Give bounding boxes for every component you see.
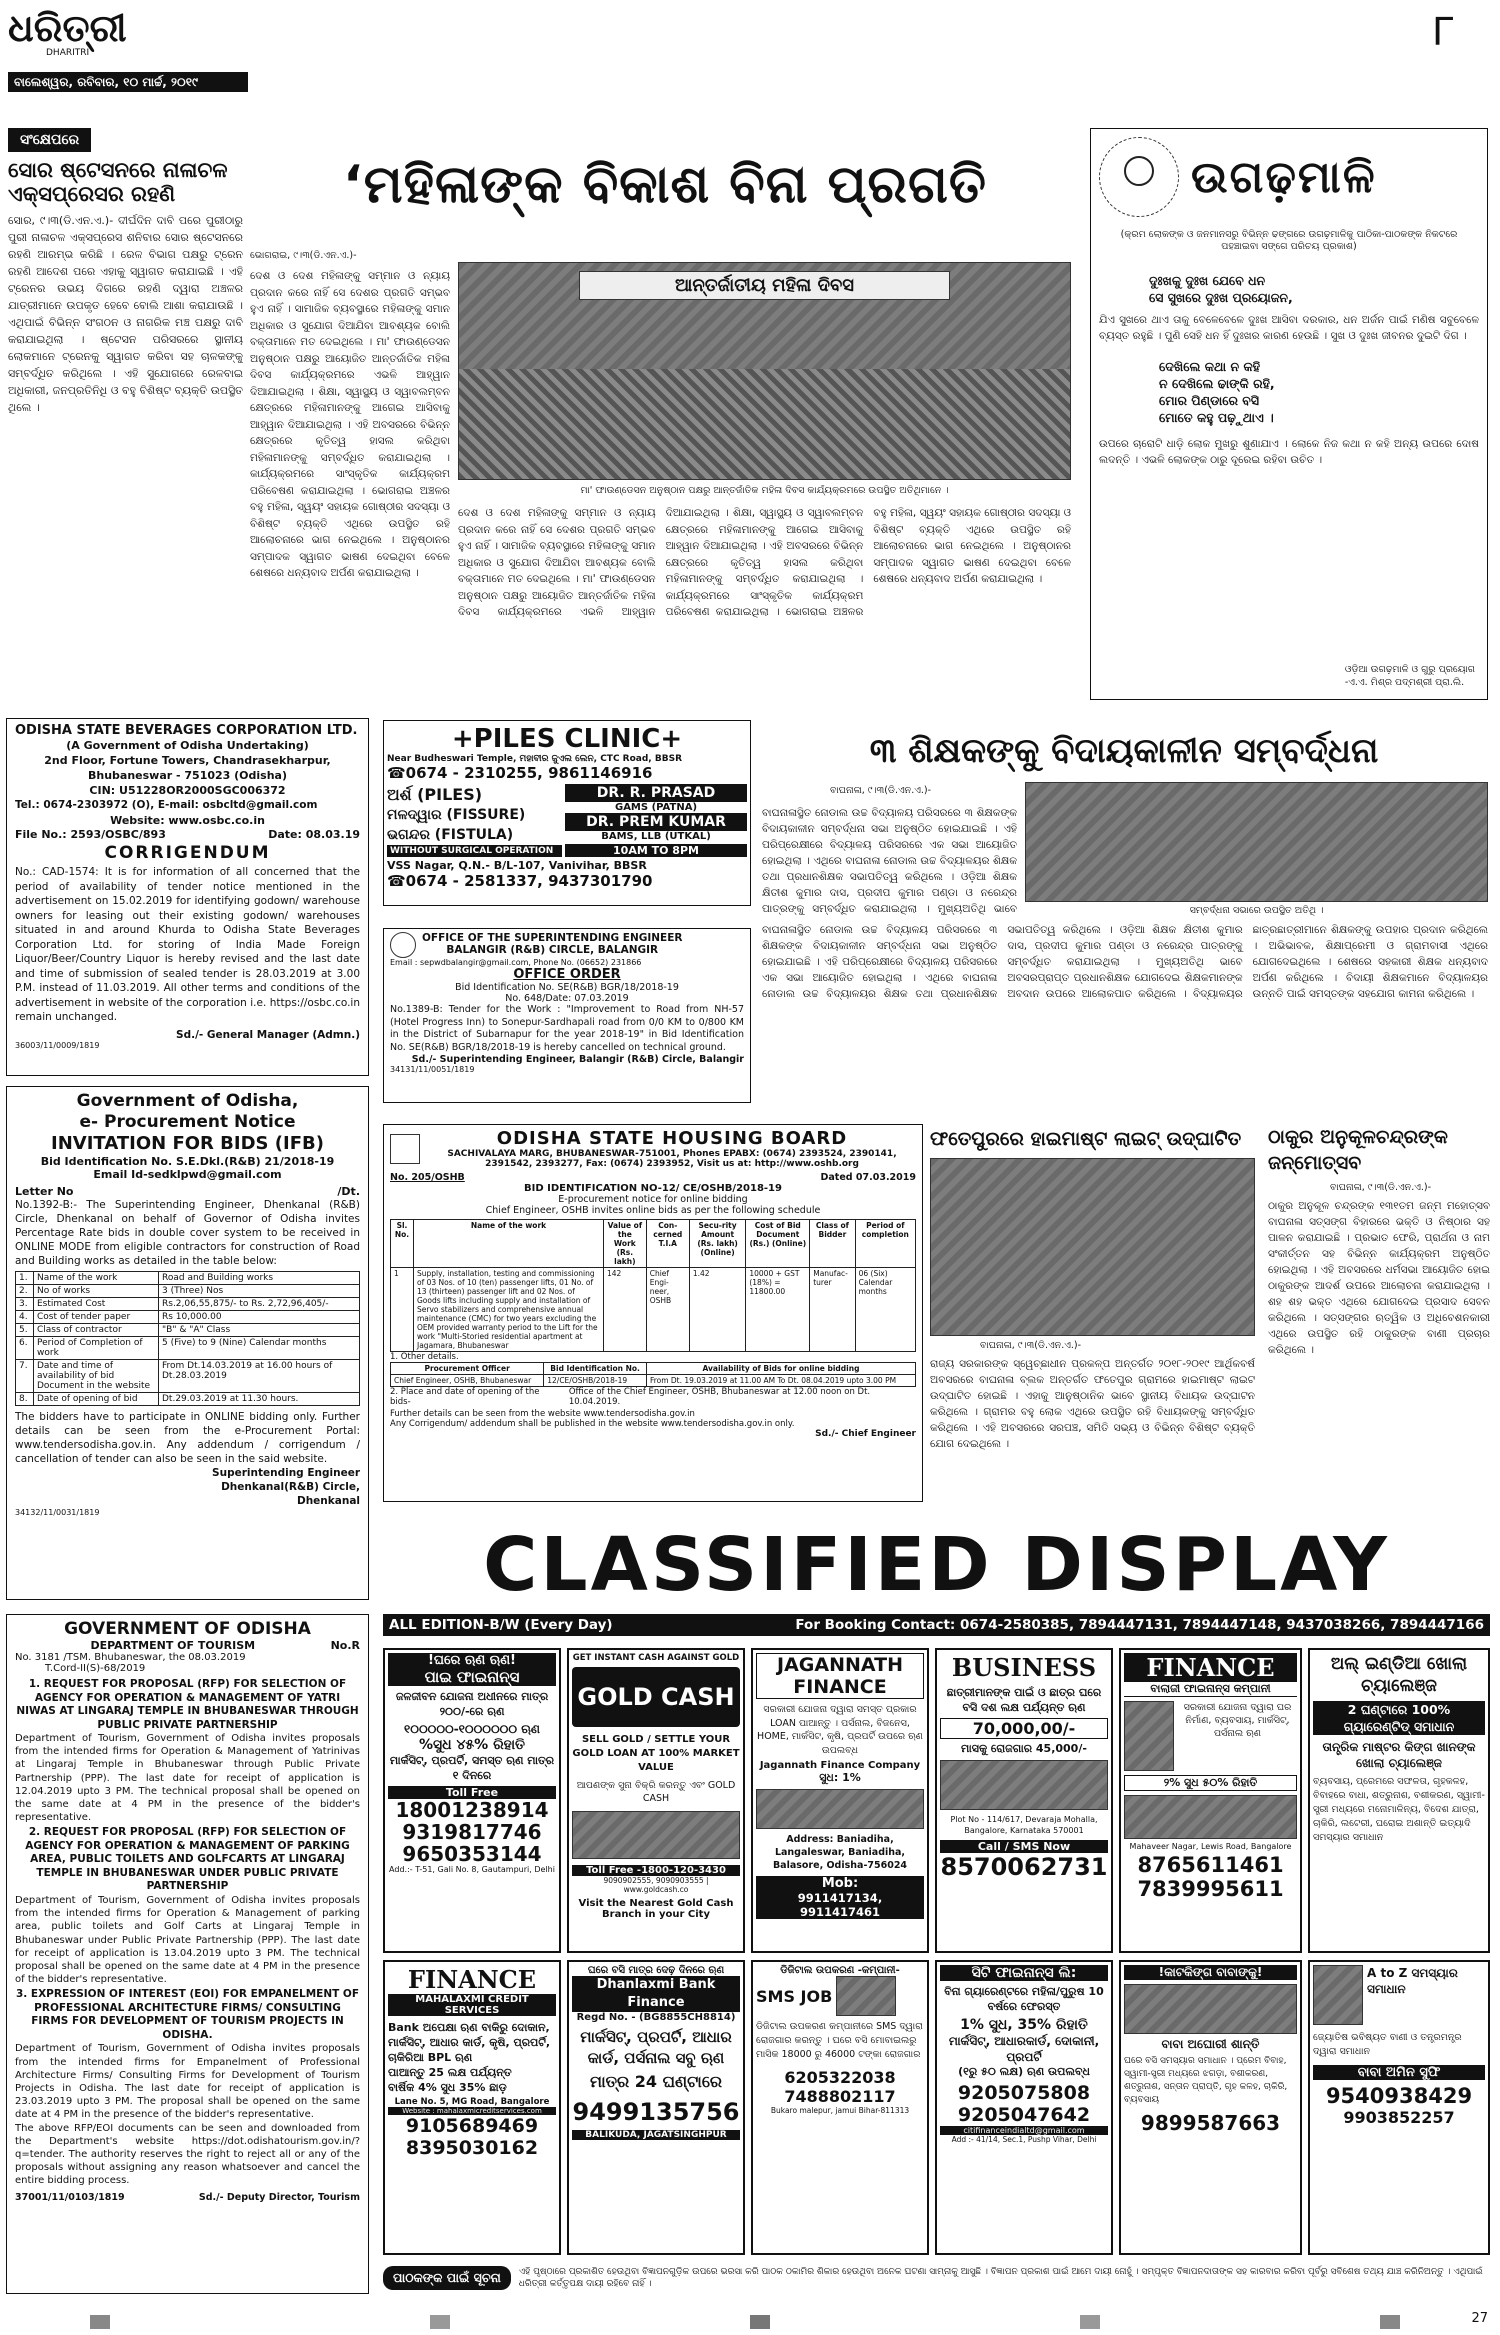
teachers-headline: ୩ ଶିକ୍ଷକଙ୍କୁ ବିଦାୟକାଳୀନ ସମ୍ବର୍ଦ୍ଧନା bbox=[869, 731, 1379, 771]
mob-label: Mob: bbox=[756, 1876, 924, 1891]
notice-subtitle: e- Procurement Notice bbox=[79, 1112, 296, 1132]
notice-contact: Tel.: 0674-2303972 (O), E-mail: osbcltd@gmail.com bbox=[15, 799, 318, 811]
ad-text-2: ମାର୍କସିଟ୍, ପ୍ରପର୍ଟି, ସମସ୍ତ ଋଣ ମାତ୍ର ୧ ଦିନରେ bbox=[389, 1754, 555, 1782]
ad-phone[interactable]: 9903852257 bbox=[1343, 2108, 1455, 2127]
highmast-photo bbox=[930, 1158, 1255, 1336]
ad-text-2: ପାଆନ୍ତୁ 25 ଲକ୍ଷ ପର୍ଯ୍ୟନ୍ତ bbox=[388, 2066, 512, 2079]
table-header: Secu-rity Amount (Rs. lakh) (Online) bbox=[689, 1220, 746, 1268]
notice-signature: Superintending Engineer Dhenkanal(R&B) Circle, Dhenkanal bbox=[212, 1467, 360, 1507]
table-cell: Class of contractor bbox=[34, 1324, 159, 1337]
table-cell: 3 (Three) Nos bbox=[159, 1285, 360, 1298]
ad-amount: 70,000,00/- bbox=[940, 1718, 1108, 1739]
table-cell: Chief Engineer, OSHB, Bhubaneswar bbox=[391, 1375, 544, 1387]
table-cell: 1.42 bbox=[689, 1268, 746, 1352]
ad-text: 2 ଘଣ୍ଟାରେ 100% ଗ୍ୟାରେଣ୍ଟିଡ୍ ସମାଧାନ bbox=[1313, 1701, 1485, 1735]
table-cell: 2. bbox=[16, 1285, 34, 1298]
table-cell: 1 bbox=[391, 1268, 414, 1352]
bid-id: Bid Identification No. S.E.Dkl.(R&B) 21/2018-19 bbox=[40, 1155, 335, 1168]
ad-text: ଡିଜିଟାଲ ଉପକରଣ କମ୍ପାନୀରେ SMS ଦ୍ୱାରା ରୋଜଗାର କରନ୍ତୁ । ଘରେ ବସି ମୋବାଇଲରୁ ମାସିକ 18000 ରୁ 46000 ଟଙ୍କା ରୋଜଗାର bbox=[756, 2021, 923, 2060]
table-cell: Road and Building works bbox=[159, 1272, 360, 1285]
notice-title: ODISHA STATE HOUSING BOARD bbox=[496, 1128, 848, 1149]
emblem-icon bbox=[390, 932, 416, 958]
reader-notice-text: ଏହି ପୃଷ୍ଠାରେ ପ୍ରକାଶିତ ହେଉଥିବା ବିଜ୍ଞାପନଗୁଡ଼ିକ ଉପରେ ଭରସା କରି ପାଠକ ଠକାମିର ଶିକାର ହେଉଥିବା ଅନେକ ଘଟଣା ସାମ୍ନାକୁ ଆସୁଛି । ବିଜ୍ଞାପନ ପ୍ରକାଶ ପାଇଁ ଆମେ ଦାୟୀ ନୋହୁଁ । ସମ୍ପୃକ୍ତ ବିଜ୍ଞାପନଦାତାଙ୍କ ସହ କାରବାର କରିବା ପୂର୍ବରୁ ସବିଶେଷ ତଥ୍ୟ ଯାଞ୍ଚ କରିନିଅନ୍ତୁ । ଏଥିପାଇଁ ଧରିତ୍ରୀ କର୍ତ୍ତୃପକ୍ଷ ଦାୟୀ ରହିବେ ନାହିଁ । bbox=[518, 2267, 1483, 2289]
piles-clinic-ad bbox=[383, 720, 751, 906]
classified-title: CLASSIFIED DISPLAY bbox=[483, 1522, 1390, 1608]
notice-heading: OFFICE ORDER bbox=[513, 967, 621, 982]
edition-label: ALL EDITION-B/W (Every Day) bbox=[389, 1617, 613, 1633]
ad-phone[interactable]: 9319817746 bbox=[402, 1820, 542, 1844]
ad-name: BUSINESS bbox=[951, 1653, 1097, 1682]
ad-address: Mahaveer Nagar, Lewis Road, Bangalore bbox=[1129, 1842, 1292, 1851]
bid-opening-label: 2. Place and date of opening of the bids- bbox=[390, 1387, 540, 1407]
table-cell: Cost of tender paper bbox=[34, 1311, 159, 1324]
page-footer bbox=[0, 2305, 1500, 2335]
ad-head: GET INSTANT CASH AGAINST GOLD bbox=[572, 1653, 740, 1663]
toll-free-label[interactable]: Toll Free -1800-120-3430 bbox=[572, 1865, 740, 1876]
bid-table-row bbox=[16, 1393, 360, 1406]
ad-text-3: ବ୍ୟବସାୟ, ପ୍ରେମରେ ସଫଳତା, ଗୃହକଳହ, ବିବାହରେ ବାଧା, ଶତ୍ରୁନାଶ, ବଶୀକରଣ, ସ୍ୱାମୀ-ସ୍ତ୍ରୀ ମଧ୍ୟରେ ମନୋମାଳିନ୍ୟ, ବିଦେଶ ଯାତ୍ରା, ଚାକିରି, ଲଟେରୀ, ଘରୋଇ ଅଶାନ୍ତି ଇତ୍ୟାଦି ସମସ୍ୟାର ସମାଧାନ bbox=[1313, 1776, 1485, 1843]
lead-photo bbox=[458, 262, 1071, 480]
table-cell: 5 (Five) to 9 (Nine) Calendar months bbox=[159, 1337, 360, 1360]
ad-phone[interactable]: 6205322038 bbox=[784, 2068, 896, 2087]
ad-phone[interactable]: 8395030162 bbox=[405, 2137, 539, 2159]
bid-id: Bid Identification No. SE(R&B) BGR/18/2018-19 bbox=[455, 982, 679, 993]
ad-name: ବାବା ଅଘୋରୀ ଶାନ୍ତି bbox=[1161, 2037, 1260, 2051]
oshb-logo-icon bbox=[390, 1134, 420, 1164]
classified-ad-balaji bbox=[1119, 1648, 1302, 1953]
ad-name: GOLD CASH bbox=[572, 1667, 740, 1727]
corner-mark: Γ bbox=[1432, 12, 1454, 52]
oshb-table bbox=[390, 1219, 916, 1352]
classified-ad-city-finance bbox=[935, 1960, 1113, 2255]
notice-date: Dated 07.03.2019 bbox=[820, 1172, 916, 1183]
classified-ad-khola-challenge bbox=[1308, 1648, 1490, 1953]
notice-subtitle: (A Government of Odisha Undertaking) bbox=[66, 739, 309, 752]
notice-address-2: 2391542, 2393277, Fax: (0674) 2393952, Visit us at: http://www.oshb.org bbox=[485, 1159, 859, 1169]
classified-ad-pai-finance bbox=[383, 1648, 561, 1953]
ad-text-2: ମାସକୁ ରୋଜଗାର 45,000/- bbox=[961, 1742, 1087, 1755]
ad-image bbox=[1313, 1965, 1363, 2025]
ad-name: ବାବା ଅମିନ ସୁଫି bbox=[1313, 2065, 1485, 2080]
logo-subtitle: DHARITRI bbox=[46, 48, 90, 58]
anukul-headline: ଠାକୁର ଅନୁକୂଳଚନ୍ଦ୍ରଙ୍କ ଜନ୍ମୋତ୍ସବ bbox=[1268, 1126, 1448, 1174]
ad-phone-2[interactable]: ☎0674 - 2581337, 9437301790 bbox=[387, 872, 653, 890]
rfp-body-1: Department of Tourism, Government of Odisha invites proposals from the intended firms for Operation & Management of Yatrinivas at Lingaraj Temple in Bhubaneswar through Public Private Partnership (PPP). The last date for receipt of application is 12.04.2019 upto 3 PM. The technical proposal shall be opened on the same date at 4 PM in the presence of the bidder's representative. bbox=[15, 1733, 360, 1824]
notice-address: SACHIVALAYA MARG, BHUBANESWAR-751001, Phones EPABX: (0674) 2393524, 2390141, bbox=[447, 1149, 897, 1159]
ad-text-2: Jagannath Finance Company bbox=[759, 1760, 921, 1771]
ad-amount: ୧୦୦୦୦୦-୧୦୦୦୦୦୦ ଋଣ bbox=[404, 1722, 540, 1736]
section-tag: ସଂକ୍ଷେପରେ bbox=[8, 128, 91, 152]
table-cell: No of works bbox=[34, 1285, 159, 1298]
notice-address-2: Bhubaneswar - 751023 (Odisha) bbox=[87, 769, 288, 782]
page-number: 27 bbox=[1471, 2311, 1488, 2326]
ad-subtitle: MAHALAXMI CREDIT SERVICES bbox=[388, 1994, 556, 2016]
teachers-dateline: ବାଘନାଳା, ୯।୩(ଡି.ଏନ.ଏ.)- bbox=[830, 785, 932, 796]
clinic-hours: 10AM TO 8PM bbox=[565, 844, 747, 857]
ad-rate: ୨% ସୁଧ ୫୦% ରିହାତି bbox=[1124, 1775, 1297, 1791]
table-cell: Rs.2,06,55,875/- to Rs. 2,72,96,405/- bbox=[159, 1298, 360, 1311]
ad-address: Lane No. 5, MG Road, Bangalore bbox=[394, 2097, 550, 2107]
table-header: Bid Identification No. bbox=[544, 1363, 647, 1375]
ad-head: !କାଟକିଙ୍ଗ ବାବାଙ୍କୁ! bbox=[1124, 1965, 1297, 1980]
ad-phone[interactable]: 9205047642 bbox=[957, 2104, 1091, 2126]
ad-phone[interactable]: 9499135756 bbox=[572, 2098, 740, 2126]
ad-head: ଡିଜିଟାଲ ଉପକରଣ -କମ୍ପାନୀ- bbox=[780, 1965, 900, 1976]
highmast-headline: ଫତେପୁରରେ ହାଇମାଷ୍ଟ ଲାଇଟ୍ ଉଦ୍‌ଘାଟିତ bbox=[930, 1128, 1242, 1150]
column-para-1: ଯିଏ ସୁଖରେ ଥାଏ ତାକୁ ବେଳେବେଳେ ଦୁଃଖ ଆସିବା ଦରକାର, ଧନ ଅର୍ଜନ ପାଇଁ ମଣିଷ ସବୁବେଳେ ବ୍ୟସ୍ତ ରହୁଛି । ପୁଣି ସେହି ଧନ ହିଁ ଦୁଃଖର କାରଣ ହେଉଛି । ସୁଖ ଓ ଦୁଃଖ ଜୀବନର ଦୁଇଟି ଦିଗ । bbox=[1099, 313, 1479, 342]
ad-text: SELL GOLD / SETTLE YOUR GOLD LOAN AT 100% MARKET VALUE bbox=[572, 1734, 740, 1773]
table-cell: 142 bbox=[604, 1268, 647, 1352]
ad-address: Near Budheswari Temple, ମହାବୀର ଜୁଏଲ ଲେନ, CTC Road, BBSR bbox=[387, 754, 682, 764]
ad-head: !ଘରେ ଋଣ ଋଣ! bbox=[388, 1653, 556, 1668]
ad-item: ମଳଦ୍ୱାର (FISSURE) bbox=[387, 807, 526, 823]
anukul-dateline: ବାଘନାଳା, ୯।୩(ଡି.ଏନ.ଏ.)- bbox=[1330, 1182, 1432, 1193]
classified-ad-jagannath bbox=[751, 1648, 929, 1953]
highmast-body: ରାଜ୍ୟ ସରକାରଙ୍କ ସ୍ୱେଚ୍ଛାଧୀନ ପ୍ରକଳ୍ପ ଅନ୍ତର୍ଗତ ୨୦୧୮-୨୦୧୯ ଆର୍ଥିକବର୍ଷ ଅବସରରେ ବାଘନାଳା ବ୍ଲକ ଅନ୍ତର୍ଗତ ଫତେପୁର ଗ୍ରାମରେ ହାଇମାଷ୍ଟ ଲାଇଟ ଉଦ୍‌ଘାଟିତ ହୋଇଛି । ଏହାକୁ ଆନୁଷ୍ଠାନିକ ଭାବେ ସ୍ଥାନୀୟ ବିଧାୟକ ଉଦ୍‌ଘାଟନ କରିଥିଲେ । ଗ୍ରାମର ବହୁ ଲୋକ ଏଥିରେ ଉପସ୍ଥିତ ରହି ବିଧାୟକଙ୍କୁ ସମ୍ବର୍ଦ୍ଧିତ କରିଥିଲେ । ଏହି ଅବସରରେ ସରପଞ୍ଚ, ସମିତି ସଭ୍ୟ ଓ ବିଭିନ୍ନ ବିଶିଷ୍ଟ ବ୍ୟକ୍ତି ଯୋଗ ଦେଇଥିଲେ । bbox=[930, 1358, 1255, 1450]
column-intro: (କ୍ରମ ଲୋକଙ୍କ ଓ ଜନମାନସରୁ ବିଭିନ୍ନ ଢଙ୍ଗରେ ଉଗଢ଼ମାଳିକୁ ପାଠିକା-ପାଠକଙ୍କ ନିକଟରେ ପହଞ୍ଚାଇବା ସଙ୍ଗେ ପରିଚୟ ପ୍ରକାଶ) bbox=[1120, 229, 1458, 253]
bid-table-row bbox=[16, 1285, 360, 1298]
column-byline: ଓଡ଼ିଆ ଉଗଢ଼ମାଳି ଓ ଗୁରୁ ପ୍ରୟୋଗ -ଏ.ଏ. ମିଶ୍ର ପଦ୍ମଶ୍ରୀ ପ୍ରା.ଲି. bbox=[1344, 664, 1475, 688]
notice-title: OFFICE OF THE SUPERINTENDING ENGINEER bbox=[422, 932, 683, 944]
table-cell: 12/CE/OSHB/2018-19 bbox=[544, 1375, 647, 1387]
ad-name: FINANCE bbox=[1124, 1653, 1297, 1682]
notice-subtitle-2: Chief Engineer, OSHB invites online bids as per the following schedule bbox=[485, 1205, 821, 1216]
teachers-body: ବାଘନାଳାସ୍ଥିତ ନୋଡାଲ ଉଚ୍ଚ ବିଦ୍ୟାଳୟ ପରିସରରେ ୩ ଶିକ୍ଷକଙ୍କ ବିଦାୟକାଳୀନ ସମ୍ବର୍ଦ୍ଧନା ସଭା ଅନୁଷ୍ଠିତ ହୋଇଯାଇଛି । ଏହି ପରିପ୍ରେକ୍ଷୀରେ ବିଦ୍ୟାଳୟ ପରିସରରେ ଏକ ସଭା ଆୟୋଜିତ ହୋଇଥିଲା । ଏଥିରେ ବାଘନାଳା ନୋଡାଲ ଉଚ୍ଚ ବିଦ୍ୟାଳୟର ଶିକ୍ଷକ ତଥା ପ୍ରଧାନଶିକ୍ଷକ ସଭାପତିତ୍ୱ କରିଥିଲେ । ଓଡ଼ିଆ ଶିକ୍ଷକ କ୍ଷିତୀଶ କୁମାର ଦାସ, ପ୍ରଦୀପ କୁମାର ପଣ୍ଡା ଓ ନରେନ୍ଦ୍ର ପାତ୍ରଙ୍କୁ ସମ୍ବର୍ଦ୍ଧିତ କରାଯାଇଥିଲା । ମୁଖ୍ୟଅତିଥି ଭାବେ ଅବସରପ୍ରାପ୍ତ ପ୍ରଧାନଶିକ୍ଷକ ଯୋଗଦେଇ ଶିକ୍ଷକମାନଙ୍କ ଅବଦାନ ଉପରେ ଆଲୋକପାତ କରିଥିଲେ । ବିଦ୍ୟାଳୟର ଛାତ୍ରଛାତ୍ରୀମାନେ ଶିକ୍ଷକଙ୍କୁ ଉପହାର ପ୍ରଦାନ କରିଥିଲେ । ଅଭିଭାବକ, ଶିକ୍ଷାପ୍ରେମୀ ଓ ଗ୍ରାମବାସୀ ଏଥିରେ ଯୋଗଦେଇଥିଲେ । ଶେଷରେ ସହକାରୀ ଶିକ୍ଷକ ଧନ୍ୟବାଦ ଅର୍ପଣ କରିଥିଲେ । ବିଦାୟୀ ଶିକ୍ଷକମାନେ ବିଦ୍ୟାଳୟର ଉନ୍ନତି ପାଇଁ ସମସ୍ତଙ୍କ ସହଯୋଗ କାମନା କରିଥିଲେ । bbox=[762, 924, 1488, 1000]
notice-number: No. 648/Date: 07.03.2019 bbox=[505, 993, 629, 1004]
ad-name: JAGANNATH FINANCE bbox=[756, 1653, 924, 1699]
table-cell: Name of the work bbox=[34, 1272, 159, 1285]
verse-2: ଦେଖିଲେ କଥା ନ କହି ନ ଦେଖିଲେ ଢାଙ୍କି ରହି, ମୋର ପିଣ୍ଡାରେ ବସି ମୋତେ କହୁ ପଢ଼ୁଥାଏ । bbox=[1159, 358, 1275, 425]
lead-body-left: ଦେଶ ଓ ଦେଶ ମହିଳାଙ୍କୁ ସମ୍ମାନ ଓ ନ୍ୟାୟ ପ୍ରଦାନ କରେ ନାହିଁ ସେ ଦେଶର ପ୍ରଗତି ସମ୍ଭବ ହୁଏ ନାହିଁ । ସାମାଜିକ ବ୍ୟବସ୍ଥାରେ ମହିଳାଙ୍କୁ ସମାନ ଅଧିକାର ଓ ସୁଯୋଗ ଦିଆଯିବା ଆବଶ୍ୟକ ବୋଲି ବକ୍ତାମାନେ ମତ ଦେଇଥିଲେ । ମା' ଫାଉଣ୍ଡେସନ ଅନୁଷ୍ଠାନ ପକ୍ଷରୁ ଆୟୋଜିତ ଆନ୍ତର୍ଜାତିକ ମହିଳା ଦିବସ କାର୍ଯ୍ୟକ୍ରମରେ ଏଭଳି ଆହ୍ୱାନ ଦିଆଯାଇଥିଲା । ଶିକ୍ଷା, ସ୍ୱାସ୍ଥ୍ୟ ଓ ସ୍ୱାବଲମ୍ବନ କ୍ଷେତ୍ରରେ ମହିଳାମାନଙ୍କୁ ଆଗେଇ ଆସିବାକୁ ଆହ୍ୱାନ ଦିଆଯାଇଥିଲା । ଏହି ଅବସରରେ ବିଭିନ୍ନ କ୍ଷେତ୍ରରେ କୃତିତ୍ୱ ହାସଲ କରିଥିବା ମହିଳାମାନଙ୍କୁ ସମ୍ବର୍ଦ୍ଧିତ କରାଯାଇଥିଲା । କାର୍ଯ୍ୟକ୍ରମରେ ସାଂସ୍କୃତିକ କାର୍ଯ୍ୟକ୍ରମ ପରିବେଷଣ କରାଯାଇଥିଲା । ଭୋଗରାଇ ଅଞ୍ଚଳର ବହୁ ମହିଳା, ସ୍ୱୟଂ ସହାୟକ ଗୋଷ୍ଠୀର ସଦସ୍ୟା ଓ ବିଶିଷ୍ଟ ବ୍ୟକ୍ତି ଏଥିରେ ଉପସ୍ଥିତ ରହି ଆଲୋଚନାରେ ଭାଗ ନେଇଥିଲେ । ଅନୁଷ୍ଠାନର ସମ୍ପାଦକ ସ୍ୱାଗତ ଭାଷଣ ଦେଇଥିବା ବେଳେ ଶେଷରେ ଧନ୍ୟବାଦ ଅର୍ପଣ କରାଯାଇଥିଲା । bbox=[250, 270, 450, 579]
lead-dateline: ଭୋଗରାଇ, ୯।୩(ଡି.ଏନ.ଏ.)- bbox=[250, 250, 357, 261]
classified-ad-mahalaxmi bbox=[383, 1960, 561, 2255]
table-header: Con-cerned T.I.A bbox=[646, 1220, 689, 1268]
ad-text-2: ମାତ୍ର 24 ଘଣ୍ଟାରେ bbox=[590, 2072, 722, 2091]
ad-address: Plot No - 114/617, Devaraja Mohalla, Bangalore, Karnataka 570001 bbox=[950, 1815, 1098, 1835]
notice-signature: Sd./- Chief Engineer bbox=[815, 1429, 916, 1439]
table-cell: From Dt.14.03.2019 at 16.00 hours of Dt.28.03.2019 bbox=[159, 1360, 360, 1393]
doctor-degree: BAMS, LLB (UTKAL) bbox=[601, 831, 711, 842]
ad-subtitle: ବାଲାଜୀ ଫାଇନାନ୍ସ କମ୍ପାନୀ bbox=[1124, 1682, 1297, 1697]
notice-signature: Sd./- Superintending Engineer, Balangir (R&B) Circle, Balangir bbox=[411, 1054, 744, 1065]
lead-photo-caption: ମା' ଫାଉଣ୍ଡେସନ ଅନୁଷ୍ଠାନ ପକ୍ଷରୁ ଆନ୍ତର୍ଜାତିକ ମହିଳା ଦିବସ କାର୍ଯ୍ୟକ୍ରମରେ ଉପସ୍ଥିତ ଅତିଥିମାନେ । bbox=[580, 485, 949, 496]
table-cell: Chief Engi-neer, OSHB bbox=[646, 1268, 689, 1352]
ad-phone[interactable]: ☎0674 - 2310255, 9861146916 bbox=[387, 764, 653, 782]
notice-cin: CIN: U51228OR2000SGC006372 bbox=[89, 784, 286, 797]
ad-phone[interactable]: 9205075808 bbox=[957, 2082, 1091, 2104]
ugadhamali-box bbox=[1090, 128, 1488, 700]
notice-title: ODISHA STATE BEVERAGES CORPORATION LTD. bbox=[15, 723, 358, 738]
table-header: Name of the work bbox=[414, 1220, 604, 1268]
table-cell: 8. bbox=[16, 1393, 34, 1406]
notice-subtitle: E-procurement notice for online bidding bbox=[558, 1194, 748, 1205]
ad-reg: Regd No. - (BG8855CH8814) bbox=[576, 2012, 736, 2023]
ad-phone[interactable]: 9911417134, 9911417461 bbox=[756, 1891, 924, 1919]
ad-phone[interactable]: 9105689469 bbox=[405, 2115, 539, 2137]
eoi-body: Department of Tourism, Government of Odisha invites proposals from the intended firms for Empanelment of Professional Architecture Firms/ Consulting Firms for Development of Tourism Projects in Odisha. The last date for receipt of application is 23.03.2019 upto 3 PM. The proposal shall be opened on the same date at 4 PM in the presence of the bidder's representative. bbox=[15, 2043, 360, 2121]
notice-address: 2nd Floor, Fortune Towers, Chandrasekharpur, bbox=[44, 754, 331, 767]
ad-phone[interactable]: 8570062731 bbox=[940, 1853, 1108, 1881]
table-cell: 1. bbox=[16, 1272, 34, 1285]
notice-subtitle: BALANGIR (R&B) CIRCLE, BALANGIR bbox=[446, 944, 659, 956]
classified-contact-bar bbox=[383, 1614, 1490, 1636]
notice-signature: Sd./- General Manager (Admn.) bbox=[176, 1028, 360, 1041]
notice-ref: 36003/11/0009/1819 bbox=[15, 1040, 100, 1050]
ad-phone[interactable]: 9090902555, 9090903555 | www.goldcash.co bbox=[603, 1876, 709, 1894]
table-cell: Date and time of availability of bid Document in the website bbox=[34, 1360, 159, 1393]
ad-footer: Visit the Nearest Gold Cash Branch in your City bbox=[578, 1898, 734, 1920]
rfp-heading-1: 1. REQUEST FOR PROPOSAL (RFP) FOR SELECTION OF AGENCY FOR OPERATION & MANAGEMENT OF YATRI NIWAS AT LINGARAJ TEMPLE IN BHUBANESWAR THROUGH PUBLIC PRIVATE PARTNERSHIP bbox=[16, 1678, 359, 1731]
doctor-name: DR. PREM KUMAR bbox=[565, 813, 747, 831]
notice-date: Date: 08.03.19 bbox=[268, 828, 360, 841]
classified-ad-sms-job bbox=[751, 1960, 929, 2255]
table-header: Procurement Officer bbox=[391, 1363, 544, 1375]
ad-name: ସିଟି ଫାଇନାନ୍ସ ଲି: bbox=[940, 1965, 1108, 1981]
masthead bbox=[8, 8, 138, 68]
notice-body: No.1389-B: Tender for the Work : "Improvement to Road from NH-57 (Hotel Progress Inn) to Sonepur-Sardhapali road from 0/0 KM to 0/800 KM in the District of Subarnapur for the year 2018-19" in Bid Identification No. SE(R&B) BGR/18/2018-19 is hereby cancelled on technical ground. bbox=[390, 1004, 744, 1053]
ad-text: ଛାତ୍ରୀମାନଙ୍କ ପାଇଁ ଓ ଛାତ୍ର ଘରେ ବସି ଦଶ ଲକ୍ଷ ପର୍ଯ୍ୟନ୍ତ ଋଣ bbox=[946, 1686, 1102, 1714]
notice-ref: 34131/11/0051/1819 bbox=[390, 1065, 475, 1074]
notice-body: No.1392-B:- The Superintending Engineer, Dhenkanal (R&B) Circle, Dhenkanal on behalf of Governor of Odisha invites Percentage Rate bids in double cover system to be received in ONLINE MODE from eligible contractors for construction of Road and Building works as detailed in the table below: bbox=[15, 1199, 360, 1267]
table-header: Value of the Work (Rs. lakh) bbox=[604, 1220, 647, 1268]
ad-rate: ସୁଧ: 1% bbox=[819, 1771, 861, 1784]
table-header: Period of completion bbox=[855, 1220, 915, 1268]
ad-text: ଜଳଜୀବନ ଯୋଜନା ଅଧୀନରେ ମାତ୍ର ୨୦୦/-ରେ ଋଣ bbox=[395, 1690, 549, 1718]
ad-address: Bukaro malepur, jamui Bihar-811313 bbox=[770, 2106, 910, 2115]
ad-note: WITHOUT SURGICAL OPERATION bbox=[387, 845, 562, 857]
ad-phone[interactable]: 18001238914 bbox=[395, 1798, 549, 1822]
bid-table-row bbox=[16, 1337, 360, 1360]
ad-text: ଘରେ ବସି ସମସ୍ୟାର ସମାଧାନ । ପ୍ରେମ ବିବାହ, ସ୍ୱାମୀ-ସ୍ତ୍ରୀ ମଧ୍ୟରେ ଝଗଡ଼ା, ବଶୀକରଣ, ଶତ୍ରୁନାଶ, ସନ୍ତାନ ପ୍ରାପ୍ତି, ଗୃହ କଳହ, ଚାକିରି, ବ୍ୟବସାୟ bbox=[1124, 2056, 1288, 2105]
ad-image bbox=[940, 1760, 1108, 1810]
bid-table-row bbox=[16, 1360, 360, 1393]
table-cell: From Dt. 19.03.2019 at 11.00 AM To Dt. 08.04.2019 upto 3.00 PM bbox=[646, 1375, 915, 1387]
notice-ref-code: T.Cord-II(S)-68/2019 bbox=[45, 1663, 146, 1674]
ad-phone[interactable]: 8765611461 bbox=[1137, 1853, 1284, 1877]
file-number: File No.: 2593/OSBC/893 bbox=[15, 828, 166, 841]
ad-text-2: ଆପଣଙ୍କ ସୁନା ବିକ୍ରି କରନ୍ତୁ ଏବଂ GOLD CASH bbox=[576, 1780, 736, 1804]
table-cell: "B" & "A" Class bbox=[159, 1324, 360, 1337]
notice-signature: Sd./- Deputy Director, Tourism bbox=[198, 2191, 360, 2203]
column-title: ଉଗଢ଼ମାଳି bbox=[1191, 151, 1377, 203]
classified-ad-dhanlaxmi bbox=[567, 1960, 745, 2255]
teachers-photo bbox=[1025, 782, 1488, 902]
classified-ad-baba-aghori bbox=[1119, 1960, 1302, 2255]
ad-text: ସରକାରୀ ଯୋଜନା ଦ୍ୱାରା ଘର ନିର୍ମାଣ, ବ୍ୟବସାୟ, ମାର୍କସିଟ୍, ପର୍ସନାଲ ଋଣ bbox=[1183, 1702, 1292, 1739]
ad-text: ବିନା ଗ୍ୟାରେଣ୍ଟରେ ମହିଳା/ପୁରୁଷ 10 ବର୍ଷରେ ଫେରସ୍ତ bbox=[944, 1985, 1104, 2013]
gold-image bbox=[572, 1811, 740, 1859]
table-cell: Rs 10,000.00 bbox=[159, 1311, 360, 1324]
table-header: Cost of Bid Document (Rs.) (Online) bbox=[746, 1220, 810, 1268]
tourism-notice bbox=[6, 1614, 369, 2294]
notice-footer: The bidders have to participate in ONLINE bidding only. Further details can be seen from the e-Procurement Portal: www.tendersodisha.gov.in. Any addendum / corrigendum / cancellation of tender can also be seen in the said website. bbox=[15, 1411, 360, 1465]
notice-heading: INVITATION FOR BIDS (IFB) bbox=[51, 1133, 324, 1154]
oshb-notice bbox=[383, 1124, 923, 1502]
verse-1: ଦୁଃଖକୁ ଦୁଃଖ ଯେବେ ଧନ ସେ ସୁଖରେ ଦୁଃଖ ପ୍ରୟୋଜନ, bbox=[1149, 272, 1293, 305]
ad-website[interactable]: Website : mahalaxmicreditservices.com bbox=[388, 2107, 556, 2115]
table-cell: 3. bbox=[16, 1298, 34, 1311]
ad-text: A to Z ସମସ୍ୟାର ସମାଧାନ bbox=[1367, 1966, 1458, 1996]
notice-footer: Further details can be seen from the website www.tendersodisha.gov.in Any Corrigendum/ addendum shall be published in the website www.tendersodisha.gov.in only. bbox=[390, 1409, 795, 1429]
ad-rate: ବାର୍ଷିକ 4% ସୁଧ 35% ଛାଡ଼ bbox=[388, 2081, 507, 2094]
dateline-bar: ବାଲେଶ୍ୱର, ରବିବାର, ୧୦ ମାର୍ଚ୍ଚ, ୨୦୧୯ bbox=[8, 72, 248, 92]
lead-headline-text: ‘ମହିଳାଙ୍କ ବିକାଶ ବିନା ପ୍ରଗତି bbox=[343, 155, 987, 215]
ad-rate: %ସୁଧ ୪୫% ରିହାତି bbox=[418, 1737, 526, 1753]
ad-email[interactable]: citifinanceindialtd@gmail.com bbox=[940, 2126, 1108, 2135]
osbc-notice bbox=[6, 718, 369, 1076]
table-cell: Period of Completion of work bbox=[34, 1337, 159, 1360]
notice-heading: CORRIGENDUM bbox=[104, 843, 271, 863]
notice-website[interactable]: Website: www.osbc.co.in bbox=[110, 814, 265, 827]
ad-phone[interactable]: 9899587663 bbox=[1140, 2111, 1281, 2135]
letter-date: /Dt. bbox=[337, 1185, 360, 1198]
oshb-table-2 bbox=[390, 1362, 916, 1387]
bid-table-row bbox=[16, 1298, 360, 1311]
ad-text-2: ମାର୍କସିଟ୍, ଆଧାରକାର୍ଡ, ଦୋକାନୀ, ପ୍ରପର୍ଟି bbox=[948, 2034, 1100, 2064]
bid-table-row bbox=[16, 1272, 360, 1285]
table-cell: 4. bbox=[16, 1311, 34, 1324]
news-headline: ସୋର ଷ୍ଟେସନରେ ନାଳାଚଳ ଏକ୍ସପ୍ରେସର ରହଣି bbox=[8, 158, 228, 206]
column-para-2: ଉପରେ ଚାରୋଟି ଧାଡ଼ି ଲୋକ ମୁଖରୁ ଶୁଣାଯାଏ । ଲୋକେ ନିଜ କଥା ନ କହି ଅନ୍ୟ ଉପରେ ଦୋଷ ଲଦନ୍ତି । ଏଭଳି ଲୋକଙ୍କ ଠାରୁ ଦୂରେଇ ରହିବା ଉଚିତ । bbox=[1099, 437, 1479, 466]
reader-notice-label: ପାଠକଙ୍କ ପାଇଁ ସୂଚନା bbox=[383, 2266, 511, 2290]
table-cell: Manufac-turer bbox=[810, 1268, 855, 1352]
ad-address: Add.:- T-51, Gali No. 8, Gautampuri, Delhi bbox=[389, 1865, 555, 1874]
table-cell: Supply, installation, testing and commissioning of 03 Nos. of 10 (ten) passenger lifts, 01 No. of 13 (thirteen) passenger lift and 02 Nos. of Goods lifts including supply and installation of Servo stabilizers and comprehensive annual maintenance (CMC) for two years excluding the OEM provided warranty period to the Lift for the work "Multi-Storied residential apartment at Jagamara, Bhubaneswar bbox=[414, 1268, 604, 1352]
notice-ref: 34132/11/0031/1819 bbox=[15, 1508, 100, 1517]
other-details: 1. Other details. bbox=[390, 1352, 459, 1362]
ad-address: Address: Baniadiha, Langaleswar, Baniadiha, Balasore, Odisha-756024 bbox=[772, 1834, 908, 1871]
classified-ad-business bbox=[935, 1648, 1113, 1953]
ad-name: Dhanlaxmi Bank Finance bbox=[572, 1976, 740, 2012]
eoi-heading: 3. EXPRESSION OF INTEREST (EOI) FOR EMPANELMENT OF PROFESSIONAL ARCHITECTURE FIRMS/ CONSULTING FIRMS FOR DEVELOPMENT OF TOURISM PROJECTS IN ODISHA. bbox=[15, 1988, 360, 2041]
reader-notice bbox=[383, 2262, 1490, 2294]
ad-item: ଅର୍ଶ (PILES) bbox=[387, 785, 483, 804]
bid-id: BID IDENTIFICATION NO-12/ CE/OSHB/2018-19 bbox=[524, 1183, 782, 1194]
notice-department: DEPARTMENT OF TOURISM bbox=[90, 1639, 256, 1652]
table-cell: 6. bbox=[16, 1337, 34, 1360]
bid-table bbox=[15, 1271, 360, 1406]
rfp-heading-2: 2. REQUEST FOR PROPOSAL (RFP) FOR SELECTION OF AGENCY FOR OPERATION & MANAGEMENT OF PARKING AREA, PUBLIC TOILETS AND GOLFCARTS AT LINGARAJ TEMPLE IN BHUBANESWAR UNDER PUBLIC PRIVATE PARTNERSHIP bbox=[25, 1826, 350, 1893]
table-cell: 10000 + GST (18%) = 11800.00 bbox=[746, 1268, 810, 1352]
bid-table-row bbox=[16, 1311, 360, 1324]
ad-head: ଅଲ୍ ଇଣ୍ଡିଆ ଖୋଲା ଚ୍ୟାଲେଞ୍ଜ bbox=[1330, 1654, 1468, 1696]
bid-table-row bbox=[16, 1324, 360, 1337]
sankshep-section bbox=[8, 128, 243, 706]
classified-ad-baba-amin bbox=[1308, 1960, 1490, 2255]
notice-number: No. 3181 /TSM. Bhubaneswar, the 08.03.2019 bbox=[15, 1652, 246, 1663]
rfp-body-2: Department of Tourism, Government of Odisha invites proposals from the intended firms for Operation & Management of parking area, public toilets and Golf Carts at Lingaraj Temple in Bhubaneswar under Public Private Partnership (PPP). The last date for receipt of application is 13.04.2019 upto 3 PM. The technical proposal shall be opened on the same date at 4 PM in the presence of the bidder's representative. bbox=[15, 1894, 360, 1986]
call-label: Call / SMS Now bbox=[940, 1840, 1108, 1853]
ad-text-2: ଜ୍ୟୋତିଷ ଭବିଷ୍ୟତ ବାଣୀ ଓ ତନ୍ତ୍ରମନ୍ତ୍ର ଦ୍ୱାରା ସମାଧାନ bbox=[1313, 2032, 1462, 2057]
table-cell: Dt.29.03.2019 at 11.30 hours. bbox=[159, 1393, 360, 1406]
eprocurement-notice bbox=[6, 1086, 369, 1600]
booking-contact[interactable]: For Booking Contact: 0674-2580385, 7894447131, 7894447148, 9437038266, 7894447166 bbox=[795, 1617, 1484, 1633]
ad-address: BALIKUDA, JAGATSINGHPUR bbox=[572, 2130, 740, 2140]
ad-title: +PILES CLINIC+ bbox=[451, 724, 683, 754]
ad-image bbox=[1124, 1984, 1297, 2034]
ad-name: ପାଇ ଫାଇନାନ୍ସ bbox=[388, 1668, 556, 1686]
photo-banner: ଆନ୍ତର୍ଜାତୀୟ ମହିଳା ଦିବସ bbox=[579, 271, 950, 300]
doctor-name: DR. R. PRASAD bbox=[565, 784, 747, 802]
table-header: Sl. No. bbox=[391, 1220, 414, 1268]
anukul-body: ଠାକୁର ଅନୁକୂଳ ଚନ୍ଦ୍ରଙ୍କ ୧୩୧ତମ ଜନ୍ମ ମହୋତ୍ସବ ବାଘନାଳା ସତ୍ସଙ୍ଗ ବିହାରରେ ଭକ୍ତି ଓ ନିଷ୍ଠାର ସହ ପାଳନ କରାଯାଇଛି । ପ୍ରଭାତ ଫେରି, ପ୍ରାର୍ଥନା ଓ ନାମ ସଂକୀର୍ତ୍ତନ ସହ ବିଭିନ୍ନ କାର୍ଯ୍ୟକ୍ରମ ଅନୁଷ୍ଠିତ ହୋଇଥିଲା । ଏହି ଅବସରରେ ଧର୍ମସଭା ଆୟୋଜିତ ହୋଇ ଠାକୁରଙ୍କ ଆଦର୍ଶ ଉପରେ ଆଲୋଚନା କରାଯାଇଥିଲା । ଶହ ଶହ ଭକ୍ତ ଏଥିରେ ଯୋଗଦେଇ ପ୍ରସାଦ ସେବନ କରିଥିଲେ । ସତ୍ସଙ୍ଗର ଋତ୍ୱିକ ଓ ଅଧିବେଶନକାରୀ ଏଥିରେ ଉପସ୍ଥିତ ରହି ଠାକୁରଙ୍କ ବାଣୀ ପ୍ରଚାର କରିଥିଲେ । bbox=[1268, 1200, 1490, 1356]
ad-phone[interactable]: 7488802117 bbox=[784, 2087, 896, 2106]
ad-name: FINANCE bbox=[407, 1965, 537, 1994]
table-header: Availability of Bids for online bidding bbox=[646, 1363, 915, 1375]
table-cell: Estimated Cost bbox=[34, 1298, 159, 1311]
ad-item: ଭଗନ୍ଦର (FISTULA) bbox=[387, 827, 514, 843]
notice-title: Government of Odisha, bbox=[76, 1091, 299, 1111]
teachers-photo-caption: ସମ୍ବର୍ଦ୍ଧନା ସଭାରେ ଉପସ୍ଥିତ ଅତିଥି । bbox=[1189, 905, 1324, 916]
table-header: Class of Bidder bbox=[810, 1220, 855, 1268]
ad-image bbox=[836, 1976, 896, 2016]
ad-phone[interactable]: 7839995611 bbox=[1137, 1877, 1284, 1901]
balangir-notice bbox=[383, 928, 751, 1103]
notice-email: Email Id-sedklpwd@gmail.com bbox=[93, 1168, 282, 1181]
ad-phone[interactable]: 9650353144 bbox=[402, 1842, 542, 1866]
notice-title: GOVERNMENT OF ODISHA bbox=[64, 1619, 311, 1639]
news-body: ସୋର, ୯।୩(ଡି.ଏନ.ଏ.)- ଦୀର୍ଘଦିନ ଦାବି ପରେ ପୁରୀଠାରୁ ପୁରୀ ନାଳାଚଳ ଏକ୍ସପ୍ରେସ ଶନିବାର ସୋର ଷ୍ଟେସନରେ ରହଣି ଆରମ୍ଭ କରିଛି । ରେଳ ବିଭାଗ ପକ୍ଷରୁ ଟ୍ରେନ ରହଣି ଆଦେଶ ପରେ ଏହାକୁ ସ୍ୱାଗତ କରାଯାଇଛି । ଏହି ଟ୍ରେନର ଉଭୟ ଦିଗରେ ରହଣି ଦ୍ୱାରା ଅଞ୍ଚଳର ଯାତ୍ରୀମାନେ ଉପକୃତ ହେବେ ବୋଲି ଆଶା କରାଯାଉଛି । ଏଥିପାଇଁ ବିଭିନ୍ନ ସଂଗଠନ ଓ ନାଗରିକ ମଞ୍ଚ ପକ୍ଷରୁ ଦାବି କରାଯାଇଥିଲା । ଷ୍ଟେସନ ପରିସରରେ ସ୍ଥାନୀୟ ଲୋକମାନେ ଟ୍ରେନକୁ ସ୍ୱାଗତ କରିବା ସହ ଚାଳକଙ୍କୁ ସମ୍ବର୍ଦ୍ଧିତ କରିଥିଲେ । ଏହି ସୁଯୋଗରେ ରେଳବାଇ ଅଧିକାରୀ, ଜନପ୍ରତିନିଧି ଓ ବହୁ ବିଶିଷ୍ଟ ବ୍ୟକ୍ତି ଉପସ୍ଥିତ ଥିଲେ । bbox=[8, 214, 243, 414]
ad-image bbox=[1124, 1701, 1174, 1771]
ad-address-2: VSS Nagar, Q.N.- B/L-107, Vanivihar, BBSR bbox=[387, 859, 647, 872]
ad-rate: 1% ସୁଧ, 35% ରିହାତି bbox=[960, 2017, 1088, 2033]
notice-contact: Email : sepwdbalangir@gmail.com, Phone No. (06652) 231866 bbox=[390, 958, 642, 967]
notice-body: No.: CAD-1574: It is for information of all concerned that the period of availability of tender notice mentioned in the advertisement on 15.02.2019 for identifying godown/ warehouse owners for leasing out their existing godown/ warehouses situated in and around Khurda to Odisha State Beverages Corporation Ltd. for storing of India Made Foreign Liquor/Beer/Country Liquor is hereby revised and the last date and time of submission of sealed tender is 28.03.2019 at 3.00 P.M. instead of 11.03.2019. All other terms and conditions of the advertisement in website of the corporation i.e. https://osbc.co.in remain unchanged. bbox=[15, 866, 360, 1023]
notice-ref: 37001/11/0103/1819 bbox=[15, 2191, 125, 2203]
lead-headline bbox=[250, 135, 1080, 245]
logo: ଧରିତ୍ରୀ bbox=[8, 8, 127, 50]
ad-text: Bank ଅପେକ୍ଷା ଋଣ ବାକିରୁ ଦୋକାନ, ମାର୍କସିଟ୍, ଆଧାର କାର୍ଡ, କୃଷି, ପ୍ରପର୍ଟି, ଚାକିରିଆ BPL ଋଣ bbox=[388, 2021, 551, 2064]
ad-image bbox=[756, 1789, 924, 1829]
doctor-degree: GAMS (PATNA) bbox=[614, 802, 698, 813]
letter-number: Letter No bbox=[15, 1185, 74, 1198]
ad-head: ଘରେ ବସି ମାତ୍ର ଦେଢ଼ ଦିନରେ ଋଣ bbox=[587, 1965, 725, 1976]
notice-number: No. 205/OSHB bbox=[390, 1172, 465, 1183]
bid-opening-details: Office of the Chief Engineer, OSHB, Bhubaneswar at 12.00 noon on Dt. 10.04.2019. bbox=[568, 1387, 871, 1407]
ad-name: SMS JOB bbox=[756, 1986, 833, 2006]
ad-text: ମାର୍କସିଟ୍, ପ୍ରପର୍ଟି, ଆଧାର କାର୍ଡ, ପର୍ସନାଲ ସବୁ ଋଣ bbox=[580, 2028, 732, 2067]
ad-address: Add :- 41/14, Sec.1, Pushp Vihar, Delhi bbox=[951, 2135, 1097, 2144]
ad-image-2 bbox=[1124, 1795, 1297, 1839]
table-cell: Date of opening of bid bbox=[34, 1393, 159, 1406]
notice-code: No.R bbox=[330, 1639, 360, 1652]
ad-text-3: (୧ରୁ ୫୦ ଲକ୍ଷ) ଋଣ ଉପଲବ୍ଧ bbox=[958, 2065, 1090, 2078]
ad-text-2: ତାନ୍ତ୍ରିକ ମାଷ୍ଟର କିଙ୍ଗ ଖାନଙ୍କ ଖୋଲା ଚ୍ୟାଲେଞ୍ଜ bbox=[1322, 1740, 1476, 1770]
teachers-body-top: ବାଘନାଳାସ୍ଥିତ ନୋଡାଲ ଉଚ୍ଚ ବିଦ୍ୟାଳୟ ପରିସରରେ ୩ ଶିକ୍ଷକଙ୍କ ବିଦାୟକାଳୀନ ସମ୍ବର୍ଦ୍ଧନା ସଭା ଅନୁଷ୍ଠିତ ହୋଇଯାଇଛି । ଏହି ପରିପ୍ରେକ୍ଷୀରେ ବିଦ୍ୟାଳୟ ପରିସରରେ ଏକ ସଭା ଆୟୋଜିତ ହୋଇଥିଲା । ଏଥିରେ ବାଘନାଳା ନୋଡାଲ ଉଚ୍ଚ ବିଦ୍ୟାଳୟର ଶିକ୍ଷକ ତଥା ପ୍ରଧାନଶିକ୍ଷକ ସଭାପତିତ୍ୱ କରିଥିଲେ । ଓଡ଼ିଆ ଶିକ୍ଷକ କ୍ଷିତୀଶ କୁମାର ଦାସ, ପ୍ରଦୀପ କୁମାର ପଣ୍ଡା ଓ ନରେନ୍ଦ୍ର ପାତ୍ରଙ୍କୁ ସମ୍ବର୍ଦ୍ଧିତ କରାଯାଇଥିଲା । ମୁଖ୍ୟଅତିଥି ଭାବେ bbox=[762, 807, 1017, 915]
ad-phone[interactable]: 9540938429 bbox=[1325, 2084, 1473, 2108]
lead-body: ଦେଶ ଓ ଦେଶ ମହିଳାଙ୍କୁ ସମ୍ମାନ ଓ ନ୍ୟାୟ ପ୍ରଦାନ କରେ ନାହିଁ ସେ ଦେଶର ପ୍ରଗତି ସମ୍ଭବ ହୁଏ ନାହିଁ । ସାମାଜିକ ବ୍ୟବସ୍ଥାରେ ମହିଳାଙ୍କୁ ସମାନ ଅଧିକାର ଓ ସୁଯୋଗ ଦିଆଯିବା ଆବଶ୍ୟକ ବୋଲି ବକ୍ତାମାନେ ମତ ଦେଇଥିଲେ । ମା' ଫାଉଣ୍ଡେସନ ଅନୁଷ୍ଠାନ ପକ୍ଷରୁ ଆୟୋଜିତ ଆନ୍ତର୍ଜାତିକ ମହିଳା ଦିବସ କାର୍ଯ୍ୟକ୍ରମରେ ଏଭଳି ଆହ୍ୱାନ ଦିଆଯାଇଥିଲା । ଶିକ୍ଷା, ସ୍ୱାସ୍ଥ୍ୟ ଓ ସ୍ୱାବଲମ୍ବନ କ୍ଷେତ୍ରରେ ମହିଳାମାନଙ୍କୁ ଆଗେଇ ଆସିବାକୁ ଆହ୍ୱାନ ଦିଆଯାଇଥିଲା । ଏହି ଅବସରରେ ବିଭିନ୍ନ କ୍ଷେତ୍ରରେ କୃତିତ୍ୱ ହାସଲ କରିଥିବା ମହିଳାମାନଙ୍କୁ ସମ୍ବର୍ଦ୍ଧିତ କରାଯାଇଥିଲା । କାର୍ଯ୍ୟକ୍ରମରେ ସାଂସ୍କୃତିକ କାର୍ଯ୍ୟକ୍ରମ ପରିବେଷଣ କରାଯାଇଥିଲା । ଭୋଗରାଇ ଅଞ୍ଚଳର ବହୁ ମହିଳା, ସ୍ୱୟଂ ସହାୟକ ଗୋଷ୍ଠୀର ସଦସ୍ୟା ଓ ବିଶିଷ୍ଟ ବ୍ୟକ୍ତି ଏଥିରେ ଉପସ୍ଥିତ ରହି ଆଲୋଚନାରେ ଭାଗ ନେଇଥିଲେ । ଅନୁଷ୍ଠାନର ସମ୍ପାଦକ ସ୍ୱାଗତ ଭାଷଣ ଦେଇଥିବା ବେଳେ ଶେଷରେ ଧନ୍ୟବାଦ ଅର୍ପଣ କରାଯାଇଥିଲା । bbox=[458, 507, 1071, 618]
table-cell: 5. bbox=[16, 1324, 34, 1337]
classified-ad-gold-cash bbox=[567, 1648, 745, 1953]
toll-free-label: Toll Free bbox=[388, 1786, 556, 1799]
cartoon-icon bbox=[1099, 137, 1179, 217]
highmast-dateline: ବାଘନାଳା, ୯।୩(ଡି.ଏନ.ଏ.)- bbox=[980, 1340, 1082, 1351]
table-cell: 06 (Six) Calendar months bbox=[855, 1268, 915, 1352]
notice-footer: The above RFP/EOI documents can be seen and downloaded from the Department's website https://dot.odishatourism.gov.in/?q=tender. The authority reserves the right to reject all or any of the proposals without assigning any reason whatsoever and cancel the entire bidding process. bbox=[15, 2122, 360, 2187]
ad-text: ସରକାରୀ ଯୋଜନା ଦ୍ୱାରା ସମସ୍ତ ପ୍ରକାର LOAN ପାଆନ୍ତୁ । ପର୍ସନାଲ, ବିଜନେସ, HOME, ମାର୍କସିଟ, କୃଷି, ପ୍ରପର୍ଟି ଉପରେ ଋଣ ଉପଲବ୍ଧ bbox=[757, 1704, 923, 1756]
table-cell: 7. bbox=[16, 1360, 34, 1393]
